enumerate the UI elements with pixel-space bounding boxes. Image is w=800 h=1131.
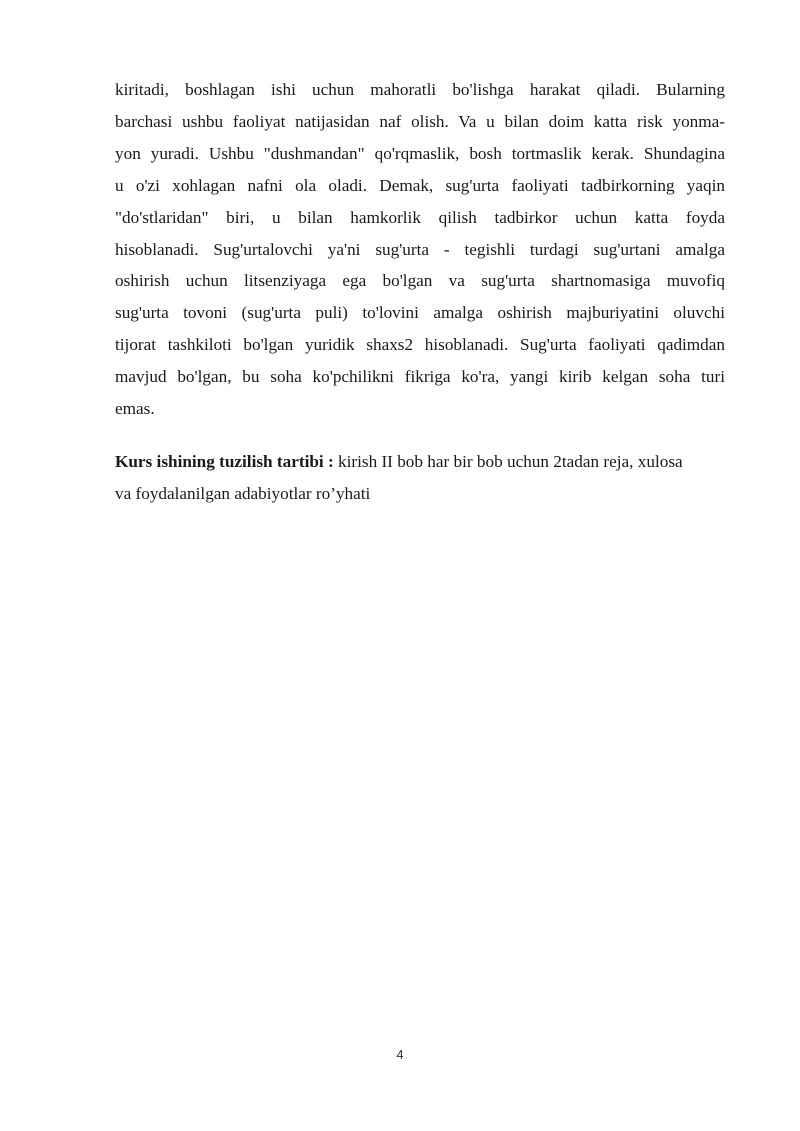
section-line: va foydalanilgan adabiyotlar ro’yhati bbox=[115, 484, 371, 503]
paragraph-line: oshirish uchun litsenziyaga ega bo'lgan va sug'urta shartnomasiga muvofiq bbox=[115, 271, 725, 291]
paragraph-line: tijorat tashkiloti bo'lgan yuridik shaxs2 hisoblanadi. Sug'urta faoliyati qadimdan bbox=[115, 335, 725, 355]
paragraph-line: kiritadi, boshlagan ishi uchun mahoratli bo'lishga harakat qiladi. Bularning bbox=[115, 80, 725, 99]
paragraph-line: hisoblanadi. Sug'urtalovchi ya'ni sug'urta - tegishli turdagi sug'urtani amalga bbox=[115, 239, 725, 259]
paragraph-line: yon yuradi. Ushbu "dushmandan" qo'rqmaslik, bosh tortmaslik kerak. Shundagina bbox=[115, 143, 725, 163]
section-heading: Kurs ishining tuzilish tartibi : bbox=[115, 452, 334, 471]
body-paragraph bbox=[115, 74, 725, 425]
paragraph-line: emas. bbox=[115, 399, 155, 419]
paragraph-line: u o'zi xohlagan nafni ola oladi. Demak, sug'urta faoliyati tadbirkorning yaqin bbox=[115, 175, 725, 195]
page-number: 4 bbox=[396, 1047, 404, 1062]
section-text: kirish II bob har bir bob uchun 2tadan reja, xulosa bbox=[333, 452, 683, 471]
paragraph-line: "do'stlaridan" biri, u bilan hamkorlik qilish tadbirkor uchun katta foyda bbox=[115, 207, 725, 227]
section-line bbox=[115, 446, 755, 478]
paragraph-line: sug'urta tovoni (sug'urta puli) to'lovini amalga oshirish majburiyatini oluvchi bbox=[115, 303, 725, 323]
paragraph-line: barchasi ushbu faoliyat natijasidan naf olish. Va u bilan doim katta risk yonma- bbox=[115, 111, 725, 131]
paragraph-line: mavjud bo'lgan, bu soha ko'pchilikni fikriga ko'ra, yangi kirib kelgan soha turi bbox=[115, 367, 725, 387]
course-structure-section bbox=[115, 446, 755, 510]
